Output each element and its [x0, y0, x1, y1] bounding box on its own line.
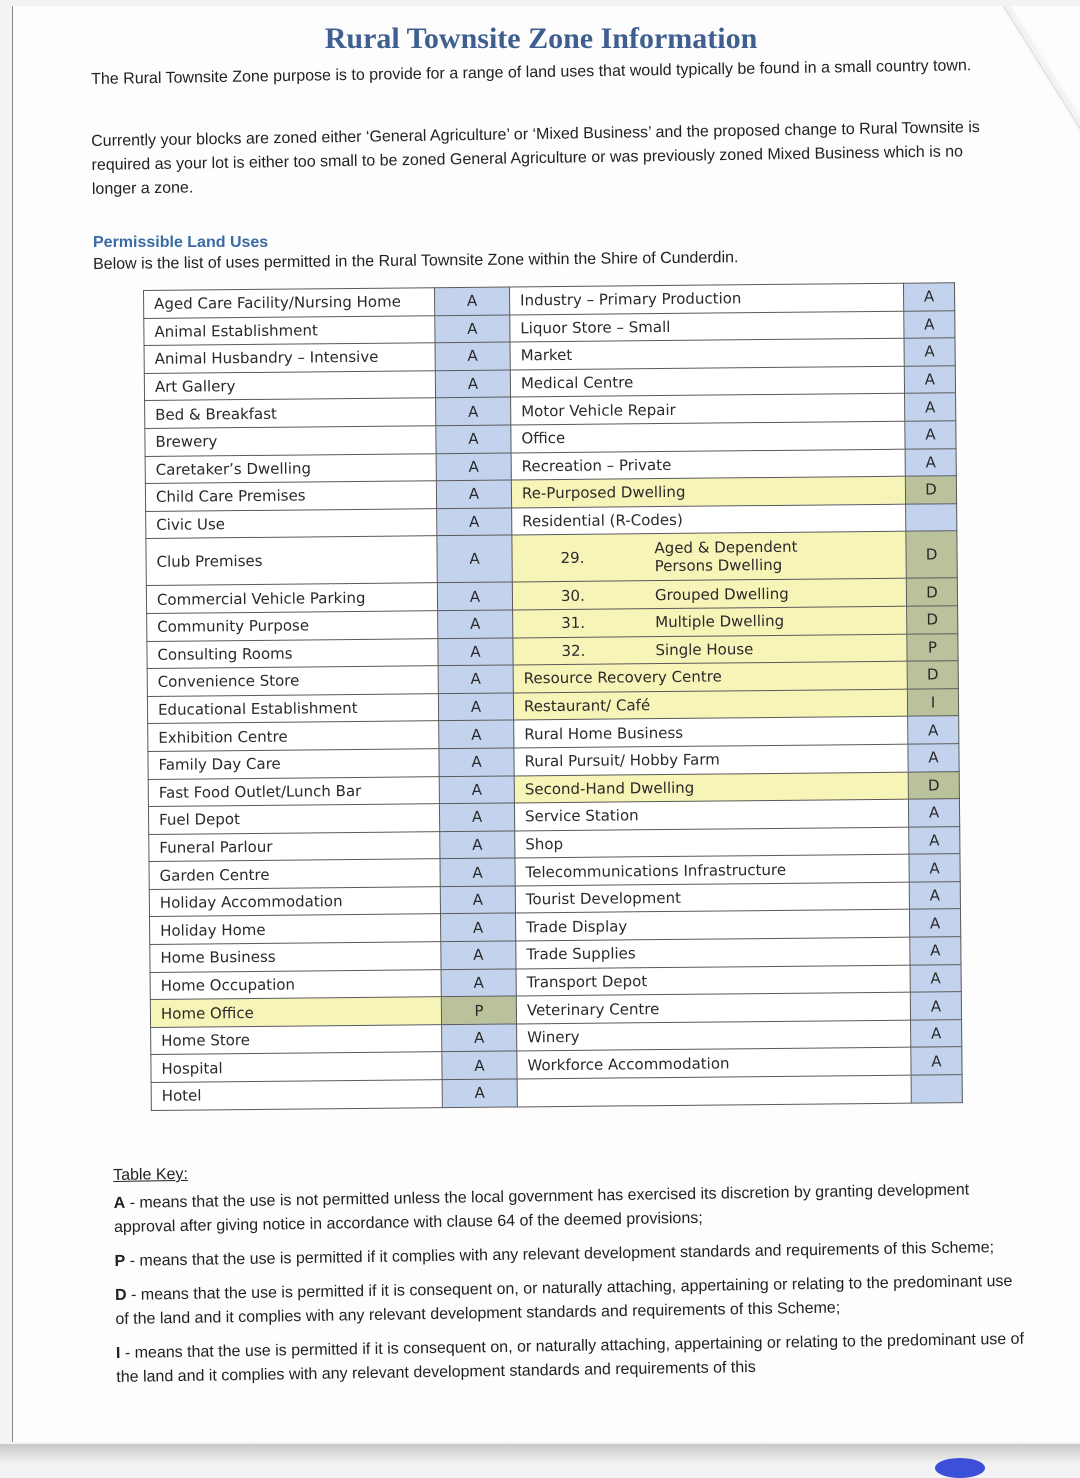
permissibility-code: A [436, 453, 511, 481]
land-use-name: Liquor Store – Small [510, 311, 904, 342]
table-row [146, 531, 957, 586]
land-use-name: Resource Recovery Centre [513, 661, 907, 692]
permissibility-code: A [434, 287, 509, 315]
permissibility-code: A [909, 854, 960, 882]
permissibility-code: A [910, 992, 961, 1020]
permissibility-code: A [909, 882, 960, 910]
permissibility-code: A [908, 799, 959, 827]
key-text: - means that the use is not permitted unless the local government has exercised its discretion by granting development approval after giving notice in accordance with clause 64 of the deemed provisions; [113, 1181, 970, 1236]
sub-item-number: 29. [560, 548, 585, 567]
permissibility-code: I [907, 688, 958, 716]
section-heading: Permissible Land Uses [93, 234, 269, 251]
permissibility-code: A [437, 582, 512, 610]
permissibility-code: D [906, 531, 957, 578]
key-item-p [114, 1236, 1024, 1274]
permissibility-code: D [908, 771, 959, 799]
permissibility-code: A [910, 937, 961, 965]
land-use-name: Workforce Accommodation [517, 1048, 911, 1079]
land-use-name: Commercial Vehicle Parking [146, 583, 437, 613]
land-use-name: Transport Depot [516, 965, 910, 996]
land-use-name: Bed & Breakfast [145, 398, 436, 428]
permissibility-code: A [904, 365, 955, 393]
key-letter: A [113, 1194, 126, 1212]
permissibility-code: A [908, 716, 959, 744]
permissibility-code: A [436, 425, 511, 453]
permissibility-code: A [441, 913, 516, 941]
permissibility-code: A [908, 744, 959, 772]
key-letter: P [114, 1252, 126, 1270]
floating-action-button[interactable] [935, 1458, 985, 1478]
land-use-name [512, 579, 906, 610]
land-use-name: Office [511, 421, 905, 452]
sub-item-number: 31. [561, 614, 586, 633]
permissibility-code: A [435, 342, 510, 370]
land-use-name: Aged Care Facility/Nursing Home [144, 288, 435, 318]
permissibility-code: A [440, 886, 515, 914]
land-use-name: Trade Display [516, 910, 910, 941]
permissibility-code: A [438, 637, 513, 665]
key-item-i [116, 1328, 1027, 1390]
land-use-name: Tourist Development [515, 882, 909, 913]
permissibility-code: A [436, 480, 511, 508]
permissibility-code: A [439, 803, 514, 831]
land-use-name: Family Day Care [148, 749, 439, 779]
key-letter: D [114, 1286, 127, 1304]
permissibility-code: A [442, 1079, 517, 1107]
land-use-name: Animal Establishment [144, 315, 435, 345]
sub-item-label: Single House [655, 639, 754, 659]
land-use-name: Telecommunications Infrastructure [515, 854, 909, 885]
permissibility-code [911, 1075, 962, 1103]
land-use-name: Brewery [145, 426, 436, 456]
land-use-name: Veterinary Centre [516, 992, 910, 1023]
land-use-name: Re-Purposed Dwelling [511, 476, 905, 507]
land-use-name [513, 634, 907, 665]
land-use-name: Second-Hand Dwelling [514, 772, 908, 803]
land-use-name: Club Premises [146, 536, 437, 586]
permissibility-code: A [438, 693, 513, 721]
land-use-name: Civic Use [146, 508, 437, 538]
land-use-name [517, 1075, 911, 1106]
permissibility-code: D [907, 606, 958, 634]
land-use-name: Home Office [150, 997, 441, 1027]
land-use-name: Residential (R-Codes) [512, 504, 906, 535]
land-use-name: Rural Home Business [514, 716, 908, 747]
page-title: Rural Townsite Zone Information [324, 22, 758, 55]
land-use-name: Funeral Parlour [149, 831, 440, 861]
permissibility-code: P [441, 996, 516, 1024]
land-use-name: Home Occupation [150, 969, 441, 999]
land-use-table-wrapper [143, 282, 963, 1110]
permissibility-code: A [904, 338, 955, 366]
permissibility-code: A [441, 941, 516, 969]
permissibility-code: A [440, 858, 515, 886]
land-use-name: Recreation – Private [511, 449, 905, 480]
land-use-name: Medical Centre [510, 366, 904, 397]
land-use-name: Industry – Primary Production [509, 283, 903, 314]
land-use-name: Convenience Store [147, 666, 438, 696]
sub-item-label: Grouped Dwelling [654, 584, 789, 604]
permissibility-code: A [437, 535, 512, 583]
sub-item-label: Multiple Dwelling [655, 612, 785, 632]
land-use-name: Hospital [151, 1052, 442, 1082]
permissibility-code: A [904, 310, 955, 338]
permissibility-code: A [911, 1047, 962, 1075]
key-item-a [113, 1178, 1024, 1240]
intro-paragraph: The Rural Townsite Zone purpose is to provide for a range of land uses that would typically be found in a small country town. [91, 57, 972, 88]
land-use-name: Community Purpose [147, 611, 438, 641]
land-use-name: Trade Supplies [516, 937, 910, 968]
land-use-name: Winery [517, 1020, 911, 1051]
land-use-name: Educational Establishment [147, 693, 438, 723]
permissibility-code: A [909, 826, 960, 854]
sub-item-label: Aged & Dependent Persons Dwelling [654, 538, 798, 576]
land-use-name: Hotel [151, 1080, 442, 1110]
land-use-name: Fuel Depot [148, 804, 439, 834]
permissibility-code: A [905, 448, 956, 476]
land-use-name: Market [510, 338, 904, 369]
permissibility-code: A [437, 508, 512, 536]
land-use-name: Exhibition Centre [148, 721, 439, 751]
land-use-name [512, 532, 906, 583]
permissibility-code: A [909, 909, 960, 937]
permissibility-code: A [435, 370, 510, 398]
permissibility-code: A [910, 964, 961, 992]
permissibility-code: A [440, 831, 515, 859]
permissibility-code: A [439, 775, 514, 803]
land-use-name: Fast Food Outlet/Lunch Bar [148, 776, 439, 806]
land-use-table [143, 282, 963, 1110]
section-intro: Below is the list of uses permitted in the Rural Townsite Zone within the Shire of Cunderdin. [93, 249, 739, 273]
permissibility-code: A [903, 283, 954, 311]
key-text: - means that the use is permitted if it complies with any relevant development standards and requirements of this Scheme; [125, 1239, 995, 1270]
permissibility-code: A [439, 748, 514, 776]
land-use-name: Restaurant/ Café [513, 689, 907, 720]
sub-item-number: 30. [560, 586, 585, 605]
key-text: - means that the use is permitted if it is consequent on, or naturally attaching, appertaining or relating to the predominant use of the land and it complies with any relevant development standards and requirements of this Scheme; [115, 1272, 1013, 1328]
permissibility-code [906, 503, 957, 531]
permissibility-code: D [906, 578, 957, 606]
permissibility-code: A [905, 421, 956, 449]
key-letter: I [115, 1344, 121, 1362]
key-item-d [115, 1270, 1026, 1332]
land-use-name: Art Gallery [144, 370, 435, 400]
land-use-name [513, 606, 907, 637]
permissibility-code: D [905, 476, 956, 504]
permissibility-code: A [442, 1051, 517, 1079]
land-use-name: Consulting Rooms [147, 638, 438, 668]
permissibility-code: A [442, 1024, 517, 1052]
sub-item-number: 32. [561, 641, 586, 660]
land-use-name: Service Station [514, 799, 908, 830]
permissibility-code: A [438, 610, 513, 638]
land-use-name: Caretaker’s Dwelling [145, 453, 436, 483]
permissibility-code: A [435, 315, 510, 343]
land-use-name: Holiday Home [150, 914, 441, 944]
viewer-bottom-bar [0, 1444, 1080, 1466]
permissibility-code: A [911, 1020, 962, 1048]
land-use-name: Holiday Accommodation [149, 887, 440, 917]
permissibility-code: P [907, 633, 958, 661]
key-text: - means that the use is permitted if it is consequent on, or naturally attaching, appertaining or relating to the predominant use of the land and it complies with any relevant development standards and requirements of this [116, 1330, 1025, 1386]
permissibility-code: A [438, 665, 513, 693]
permissibility-code: A [436, 397, 511, 425]
permissibility-code: A [905, 393, 956, 421]
land-use-name: Shop [515, 827, 909, 858]
land-use-name: Home Store [151, 1025, 442, 1055]
permissibility-code: A [441, 969, 516, 997]
zoning-paragraph: Currently your blocks are zoned either ‘General Agriculture’ or ‘Mixed Business’ and the proposed change to Rural Townsite is required as your lot is either too small to be zoned General Agriculture or was previously zoned Mixed Business which is no longer a zone. [91, 119, 980, 198]
land-use-name: Garden Centre [149, 859, 440, 889]
land-use-name: Motor Vehicle Repair [511, 394, 905, 425]
land-use-name: Child Care Premises [145, 481, 436, 511]
land-use-name: Home Business [150, 942, 441, 972]
document-page [12, 6, 1080, 1442]
table-key [113, 1150, 1027, 1400]
permissibility-code: D [907, 661, 958, 689]
land-use-name: Rural Pursuit/ Hobby Farm [514, 744, 908, 775]
table-key-title: Table Key: [113, 1165, 189, 1184]
permissibility-code: A [439, 720, 514, 748]
land-use-name: Animal Husbandry – Intensive [144, 343, 435, 373]
